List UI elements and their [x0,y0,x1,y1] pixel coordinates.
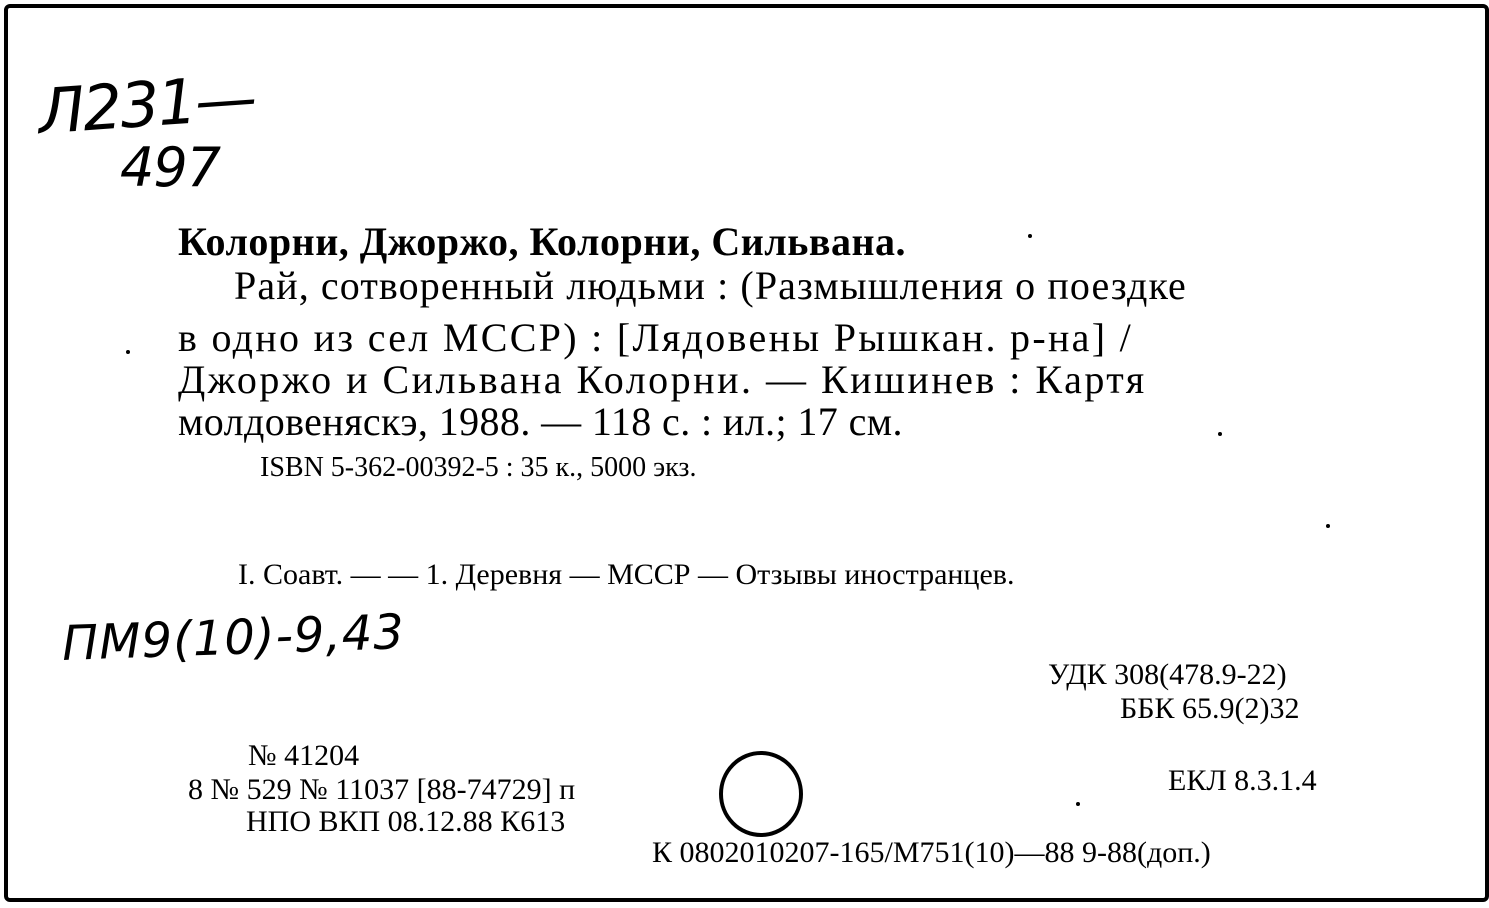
isbn-price: ISBN 5-362-00392-5 : 35 к., 5000 экз. [260,452,697,483]
stamp-circle [716,750,806,838]
handwritten-shelfmark-line2: 497 [120,136,221,199]
handwritten-class-note: ПМ9(10)-9,43 [61,604,406,672]
entry-heading: Колорни, Джоржо, Колорни, Сильвана. [178,219,906,264]
entry-body-line: Джоржо и Сильвана Колорни. — Кишинев : Картя [178,357,1147,402]
k-code-line: К 0802010207-165/М751(10)—88 9-88(доп.) [652,836,1211,869]
speck [1076,802,1080,806]
entry-body-line: молдовеняскэ, 1988. — 118 с. : ил.; 17 см. [178,399,903,444]
npo-line: НПО ВКП 08.12.88 К613 [246,805,566,838]
speck [1326,524,1330,528]
tracings: I. Соавт. — — 1. Деревня — МССР — Отзывы иностранцев. [238,558,1015,591]
bbk-code: ББК 65.9(2)32 [1120,692,1300,725]
handwritten-shelfmark-line1: Л231— [35,60,258,149]
entry-body-line: Рай, сотворенный людьми : (Размышления о поездке [234,263,1187,308]
speck [126,350,130,354]
inventory-line: 8 № 529 № 11037 [88-74729] п [188,773,576,806]
catalog-card [4,4,1489,902]
speck [1218,432,1222,436]
udk-code: УДК 308(478.9-22) [1048,658,1287,691]
entry-body-line: в одно из сел МССР) : [Лядовены Рышкан. р-на] / [178,315,1134,360]
speck [1028,234,1032,238]
card-number: № 41204 [248,739,360,772]
ekl-code: ЕКЛ 8.3.1.4 [1168,764,1317,797]
